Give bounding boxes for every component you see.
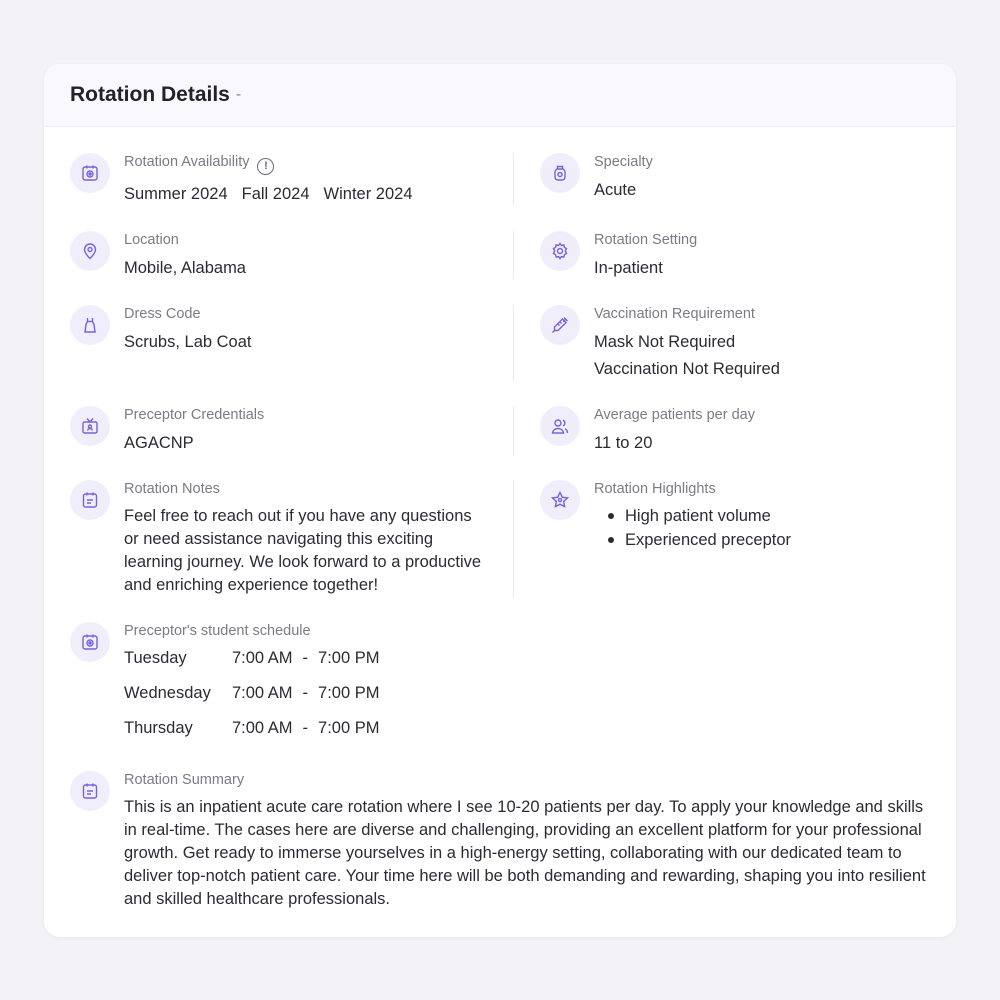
specialty-icon [540,153,580,193]
schedule-start: 7:00 AM [232,684,293,702]
dress-code-label: Dress Code [124,306,201,322]
location-label: Location [124,232,179,248]
highlights-label: Rotation Highlights [594,481,716,497]
vaccination-vaccine-value: Vaccination Not Required [594,360,780,378]
availability-values [124,183,427,205]
availability-term: Summer 2024 [124,184,228,203]
schedule-day: Tuesday [124,649,187,667]
schedule-start: 7:00 AM [232,649,293,667]
schedule-separator: - [302,649,309,667]
column-divider [513,305,514,381]
summary-value: This is an inpatient acute care rotation where I see 10-20 patients per day. To apply your knowledge and skills in real-time. The cases here are diverse and challenging, providing an excellent platform for your professional growth. Get ready to immerse yourselves in a high-energy setting, collaborating with our dedicated team to deliver top-notch patient care. Your time here will be both demanding and rewarding, shaping you into resilient and skilled healthcare professionals. [124,798,926,908]
schedule-label: Preceptor's student schedule [124,623,311,639]
schedule-end: 7:00 PM [318,719,380,737]
schedule-row [124,717,380,739]
patients-value: 11 to 20 [594,434,653,452]
calendar-icon [70,153,110,193]
schedule-day: Wednesday [124,684,211,702]
notes-icon [70,771,110,811]
location-value: Mobile, Alabama [124,259,246,277]
notes-icon [70,480,110,520]
credentials-value: AGACNP [124,434,194,452]
notes-label: Rotation Notes [124,481,220,497]
availability-term: Winter 2024 [323,184,413,203]
highlights-list [594,504,791,552]
vaccination-label: Vaccination Requirement [594,306,755,322]
dress-icon [70,305,110,345]
specialty-label: Specialty [594,154,653,170]
availability-term: Fall 2024 [241,184,310,203]
card-header [44,64,956,127]
highlight-item: Experienced preceptor [594,528,791,552]
setting-label: Rotation Setting [594,232,698,248]
id-badge-icon [70,406,110,446]
schedule-separator: - [302,684,309,702]
schedule-table [124,647,380,739]
schedule-day: Thursday [124,719,193,737]
specialty-value: Acute [594,181,637,199]
gear-icon [540,231,580,271]
column-divider [513,153,514,205]
column-divider [513,480,514,598]
patients-label: Average patients per day [594,407,755,423]
rotation-details-card [44,64,956,937]
schedule-start: 7:00 AM [232,719,293,737]
calendar-icon [70,622,110,662]
info-icon[interactable]: ! [257,158,274,175]
setting-value: In-patient [594,259,663,277]
availability-label: Rotation Availability [124,154,250,170]
schedule-end: 7:00 PM [318,649,380,667]
dress-code-value: Scrubs, Lab Coat [124,333,252,351]
card-title: Rotation Details [70,83,230,106]
column-divider [513,231,514,279]
schedule-end: 7:00 PM [318,684,380,702]
star-badge-icon [540,480,580,520]
users-icon [540,406,580,446]
schedule-row [124,682,380,704]
syringe-icon [540,305,580,345]
card-title-suffix: - [235,86,242,103]
notes-value: Feel free to reach out if you have any questions or need assistance navigating this exciting learning journey. We look forward to a productive and enriching experience together! [124,507,482,594]
column-divider [513,406,514,456]
vaccination-mask-value: Mask Not Required [594,333,736,351]
schedule-row [124,647,380,669]
highlight-item: High patient volume [594,504,791,528]
credentials-label: Preceptor Credentials [124,407,265,423]
summary-label: Rotation Summary [124,772,245,788]
schedule-separator: - [302,719,309,737]
location-pin-icon [70,231,110,271]
